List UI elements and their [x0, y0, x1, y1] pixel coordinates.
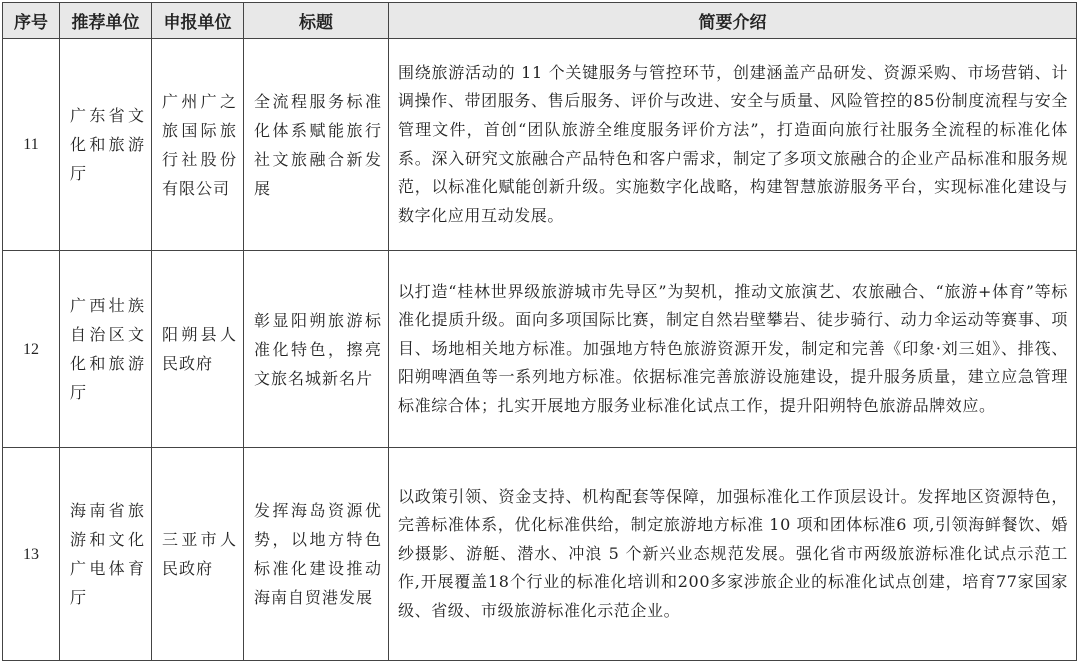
table-row	[3, 39, 1077, 251]
header-intro: 简要介绍	[389, 3, 1077, 39]
info-table	[2, 2, 1077, 661]
cell-intro: 以打造“桂林世界级旅游城市先导区”为契机，推动文旅演艺、农旅融合、“旅游+体育”等标准化提质升级。面向多项国际比赛，制定自然岩壁攀岩、徒步骑行、动力伞运动等赛事、项目、场地相关地方标准。加强地方特色旅游资源开发，制定和完善《印象·刘三姐》、排筏、阳朔啤酒鱼等一系列地方标准。依据标准完善旅游设施建设，提升服务质量，建立应急管理标准综合体；扎实开展地方服务业标准化试点工作，提升阳朔特色旅游品牌效应。	[389, 251, 1077, 448]
header-recommender: 推荐单位	[60, 3, 152, 39]
cell-recommender: 广东省文化和旅游厅	[60, 39, 152, 251]
cell-applicant: 阳朔县人民政府	[152, 251, 244, 448]
cell-recommender: 广西壮族自治区文化和旅游厅	[60, 251, 152, 448]
header-title: 标题	[244, 3, 389, 39]
table-row	[3, 448, 1077, 661]
cell-seq: 13	[3, 448, 60, 661]
cell-recommender: 海南省旅游和文化广电体育厅	[60, 448, 152, 661]
cell-seq: 11	[3, 39, 60, 251]
cell-applicant: 三亚市人民政府	[152, 448, 244, 661]
header-applicant: 申报单位	[152, 3, 244, 39]
cell-title: 全流程服务标准化体系赋能旅行社文旅融合新发展	[244, 39, 389, 251]
header-row	[3, 3, 1077, 39]
cell-intro: 以政策引领、资金支持、机构配套等保障，加强标准化工作顶层设计。发挥地区资源特色，完善标准体系，优化标准供给，制定旅游地方标准 10 项和团体标准6 项,引领海鲜餐饮、婚纱摄影、游艇、潜水、冲浪 5 个新兴业态规范发展。强化省市两级旅游标准化试点示范工作,开展覆盖18个行业的标准化培训和200多家涉旅企业的标准化试点创建，培育77家国家级、省级、市级旅游标准化示范企业。	[389, 448, 1077, 661]
table-row	[3, 251, 1077, 448]
cell-applicant: 广州广之旅国际旅行社股份有限公司	[152, 39, 244, 251]
header-seq: 序号	[3, 3, 60, 39]
cell-seq: 12	[3, 251, 60, 448]
cell-intro: 围绕旅游活动的 11 个关键服务与管控环节，创建涵盖产品研发、资源采购、市场营销、计调操作、带团服务、售后服务、评价与改进、安全与质量、风险管控的85份制度流程与安全管理文件，首创“团队旅游全维度服务评价方法”，打造面向旅行社服务全流程的标准化体系。深入研究文旅融合产品特色和客户需求，制定了多项文旅融合的企业产品标准和服务规范，以标准化赋能创新升级。实施数字化战略，构建智慧旅游服务平台，实现标准化建设与数字化应用互动发展。	[389, 39, 1077, 251]
cell-title: 彰显阳朔旅游标准化特色，擦亮文旅名城新名片	[244, 251, 389, 448]
cell-title: 发挥海岛资源优势，以地方特色标准化建设推动海南自贸港发展	[244, 448, 389, 661]
